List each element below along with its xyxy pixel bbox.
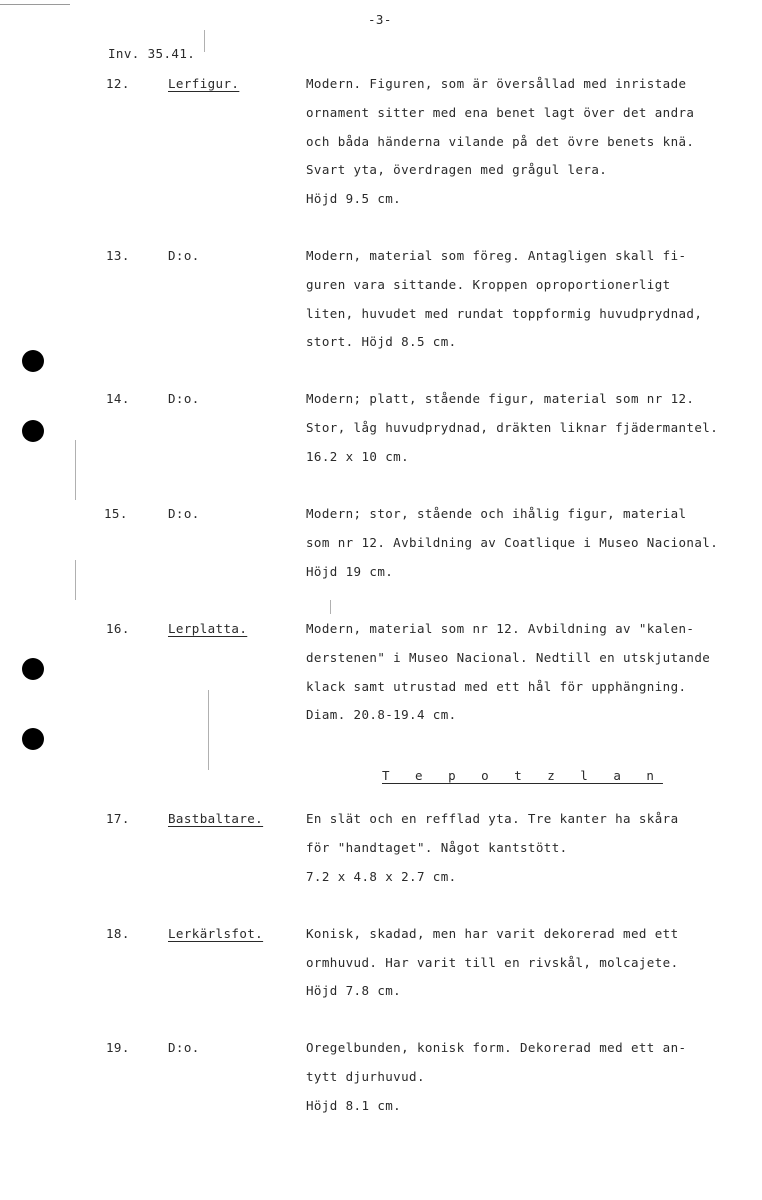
scan-mark bbox=[208, 690, 209, 770]
entry-line: stort. Höjd 8.5 cm. bbox=[306, 334, 457, 349]
entry-line: ormhuvud. Har varit till en rivskål, molcajete. bbox=[306, 955, 679, 970]
entry-number: 17. bbox=[106, 811, 130, 826]
entry-number: 15. bbox=[104, 506, 128, 521]
entry-line: Modern. Figuren, som är översållad med inristade bbox=[306, 76, 687, 91]
entry-title: Lerplatta. bbox=[168, 621, 248, 636]
page-number: -3- bbox=[368, 12, 392, 27]
scan-mark bbox=[204, 30, 205, 52]
entry-number: 16. bbox=[106, 621, 130, 636]
section-heading: T e p o t z l a n bbox=[382, 768, 663, 783]
entry-line: tytt djurhuvud. bbox=[306, 1069, 425, 1084]
entry-title: Bastbaltare. bbox=[168, 811, 264, 826]
entry-line: Modern, material som nr 12. Avbildning av "kalen- bbox=[306, 621, 695, 636]
entry-line: En slät och en refflad yta. Tre kanter ha skåra bbox=[306, 811, 679, 826]
entry-line: derstenen" i Museo Nacional. Nedtill en utskjutande bbox=[306, 650, 711, 665]
entry-title: D:o. bbox=[168, 506, 200, 521]
entry-line: Oregelbunden, konisk form. Dekorerad med ett an- bbox=[306, 1040, 687, 1055]
entry-line: klack samt utrustad med ett hål för upphängning. bbox=[306, 679, 687, 694]
entry-number: 14. bbox=[106, 391, 130, 406]
scan-mark bbox=[75, 560, 76, 600]
entry-line: guren vara sittande. Kroppen oproportionerligt bbox=[306, 277, 671, 292]
entry-line: liten, huvudet med rundat toppformig huvudprydnad, bbox=[306, 306, 703, 321]
entry-title: Lerfigur. bbox=[168, 76, 240, 91]
entry-number: 19. bbox=[106, 1040, 130, 1055]
entry-line: Modern, material som föreg. Antagligen skall fi- bbox=[306, 248, 687, 263]
entry-line: Modern; stor, stående och ihålig figur, material bbox=[306, 506, 687, 521]
entry-line: och båda händerna vilande på det övre benets knä. bbox=[306, 134, 695, 149]
entry-number: 12. bbox=[106, 76, 130, 91]
entry-number: 18. bbox=[106, 926, 130, 941]
punch-hole bbox=[22, 350, 44, 372]
entry-line: Diam. 20.8-19.4 cm. bbox=[306, 707, 457, 722]
entry-title: D:o. bbox=[168, 1040, 200, 1055]
entry-line: Höjd 19 cm. bbox=[306, 564, 394, 579]
inventory-number: Inv. 35.41. bbox=[108, 46, 196, 61]
entry-line: ornament sitter med ena benet lagt över det andra bbox=[306, 105, 695, 120]
scan-mark bbox=[330, 600, 331, 614]
scan-mark bbox=[75, 440, 76, 500]
entry-line: Stor, låg huvudprydnad, dräkten liknar fjädermantel. bbox=[306, 420, 719, 435]
entry-line: Höjd 8.1 cm. bbox=[306, 1098, 402, 1113]
punch-hole bbox=[22, 728, 44, 750]
entry-line: för "handtaget". Något kantstött. bbox=[306, 840, 568, 855]
entry-number: 13. bbox=[106, 248, 130, 263]
entry-line: Höjd 7.8 cm. bbox=[306, 983, 402, 998]
entry-line: Svart yta, överdragen med grågul lera. bbox=[306, 162, 608, 177]
entry-line: Modern; platt, stående figur, material som nr 12. bbox=[306, 391, 695, 406]
entry-title: D:o. bbox=[168, 391, 200, 406]
entry-line: 16.2 x 10 cm. bbox=[306, 449, 410, 464]
entry-title: Lerkärlsfot. bbox=[168, 926, 264, 941]
entry-line: 7.2 x 4.8 x 2.7 cm. bbox=[306, 869, 457, 884]
entry-line: som nr 12. Avbildning av Coatlique i Museo Nacional. bbox=[306, 535, 719, 550]
punch-hole bbox=[22, 420, 44, 442]
top-edge-rule bbox=[0, 4, 70, 5]
entry-title: D:o. bbox=[168, 248, 200, 263]
punch-hole bbox=[22, 658, 44, 680]
entry-line: Konisk, skadad, men har varit dekorerad med ett bbox=[306, 926, 679, 941]
entry-line: Höjd 9.5 cm. bbox=[306, 191, 402, 206]
